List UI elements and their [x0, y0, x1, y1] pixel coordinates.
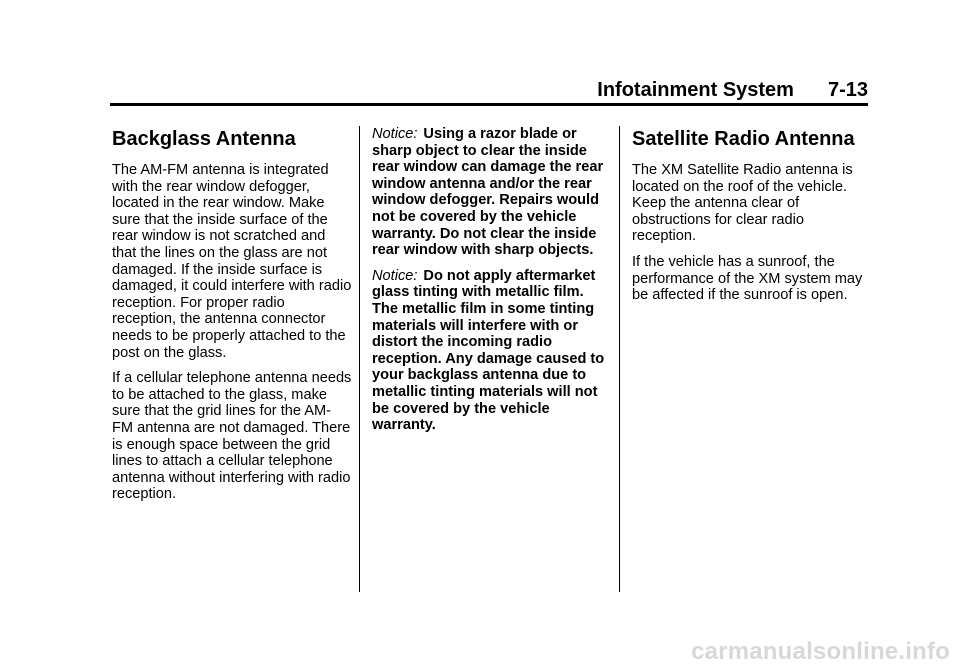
notice-text: Using a razor blade or sharp object to clear the inside rear window can damage the rear window antenna and/or the rear window defogger. Repairs would not be covered by the vehicle warranty. Do not clear the inside rear window with sharp objects.: [372, 126, 604, 259]
backglass-antenna-heading: Backglass Antenna: [112, 128, 296, 150]
section-title: Infotainment System: [597, 79, 794, 101]
page-header: [597, 79, 868, 102]
page-number: 7-13: [827, 79, 868, 101]
satellite-paragraph-1: The XM Satellite Radio antenna is located on the roof of the vehicle. Keep the antenna clear of obstructions for clear radio reception.: [632, 162, 853, 245]
header-rule: [110, 103, 868, 106]
column-backglass-antenna: [112, 126, 352, 512]
watermark: carmanualsonline.info: [691, 638, 950, 665]
notice-razor-blade: [372, 126, 608, 259]
backglass-paragraph-1: The AM-FM antenna is integrated with the rear window defogger, located in the rear window. Make sure that the inside surface of the rear window is not scratched and that the lines on the glass are not damaged. If the inside surface is damaged, it could interfere with radio reception. For proper radio reception, the antenna connector needs to be properly attached to the post on the glass.: [112, 162, 352, 361]
backglass-paragraph-2: If a cellular telephone antenna needs to be attached to the glass, make sure that the grid lines for the AM-FM antenna are not damaged. There is enough space between the grid lines to attach a cellular telephone antenna without interfering with radio reception.: [112, 370, 352, 503]
satellite-paragraph-2: If the vehicle has a sunroof, the performance of the XM system may be affected if the sunroof is open.: [632, 253, 863, 304]
notice-label: Notice:: [372, 126, 418, 142]
column-divider-1: [359, 126, 360, 592]
column-notices: [372, 126, 608, 443]
notice-tinting: [372, 268, 608, 434]
column-divider-2: [619, 126, 620, 592]
satellite-antenna-heading: Satellite Radio Antenna: [632, 128, 855, 150]
column-satellite-antenna: [632, 126, 868, 313]
notice-text: Do not apply aftermarket glass tinting with metallic film. The metallic film in some tinting materials will interfere with or distort the incoming radio reception. Any damage caused to your backglass antenna due to metallic tinting materials will not be covered by the vehicle warranty.: [372, 267, 605, 434]
notice-label: Notice:: [372, 267, 418, 284]
